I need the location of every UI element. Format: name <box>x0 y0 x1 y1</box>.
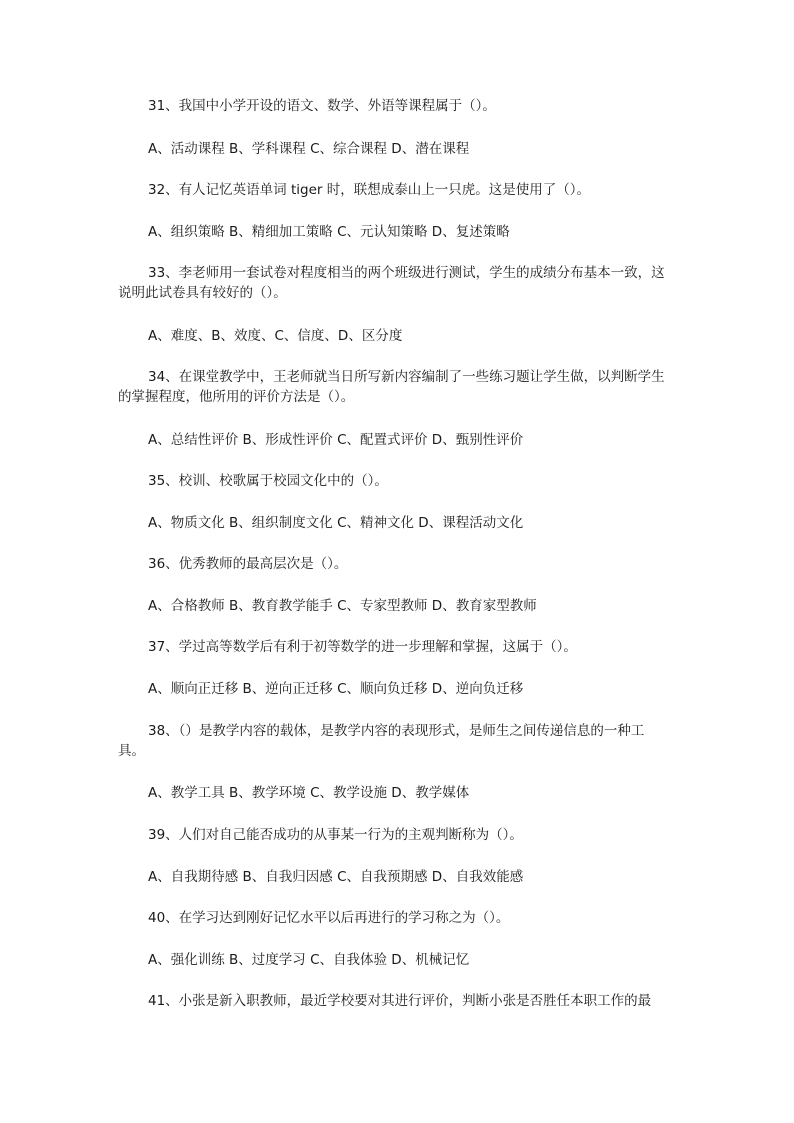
question-31-stem: 31、我国中小学开设的语文、数学、外语等课程属于（）。 <box>148 98 496 114</box>
question-37-stem: 37、学过高等数学后有利于初等数学的进一步理解和掌握，这属于（）。 <box>148 639 577 655</box>
question-38-stem: 38、（）是教学内容的载体，是教学内容的表现形式，是师生之间传递信息的一种工具。 <box>118 723 645 759</box>
question-40-options: A、强化训练 B、过度学习 C、自我体验 D、机械记忆 <box>148 952 470 968</box>
question-38-options: A、教学工具 B、教学环境 C、教学设施 D、教学媒体 <box>148 785 470 801</box>
question-41-stem: 41、小张是新入职教师，最近学校要对其进行评价，判断小张是否胜任本职工作的最 <box>148 993 652 1009</box>
question-33-stem: 33、李老师用一套试卷对程度相当的两个班级进行测试，学生的成绩分布基本一致，这说明此试卷具有较好的（）。 <box>118 265 665 301</box>
question-32-stem: 32、有人记忆英语单词 tiger 时，联想成泰山上一只虎。这是使用了（）。 <box>148 182 590 198</box>
question-37-options: A、顺向正迁移 B、逆向正迁移 C、顺向负迁移 D、逆向负迁移 <box>148 681 524 697</box>
question-34-stem: 34、在课堂教学中，王老师就当日所写新内容编制了一些练习题让学生做，以判断学生的掌握程度，他所用的评价方法是（）。 <box>118 369 665 405</box>
question-31-options: A、活动课程 B、学科课程 C、综合课程 D、潜在课程 <box>148 141 470 157</box>
question-35-options: A、物质文化 B、组织制度文化 C、精神文化 D、课程活动文化 <box>148 515 524 531</box>
question-36-options: A、合格教师 B、教育教学能手 C、专家型教师 D、教育家型教师 <box>148 598 537 614</box>
question-33-options: A、难度、B、效度、C、信度、D、区分度 <box>148 328 403 344</box>
question-34-options: A、总结性评价 B、形成性评价 C、配置式评价 D、甄别性评价 <box>148 432 524 448</box>
question-32-options: A、组织策略 B、精细加工策略 C、元认知策略 D、复述策略 <box>148 224 510 240</box>
question-39-options: A、自我期待感 B、自我归因感 C、自我预期感 D、自我效能感 <box>148 869 524 885</box>
question-39-stem: 39、人们对自己能否成功的从事某一行为的主观判断称为（）。 <box>148 827 523 843</box>
question-40-stem: 40、在学习达到刚好记忆水平以后再进行的学习称之为（）。 <box>148 910 510 926</box>
question-36-stem: 36、优秀教师的最高层次是（）。 <box>148 556 348 572</box>
question-35-stem: 35、校训、校歌属于校园文化中的（）。 <box>148 473 388 489</box>
